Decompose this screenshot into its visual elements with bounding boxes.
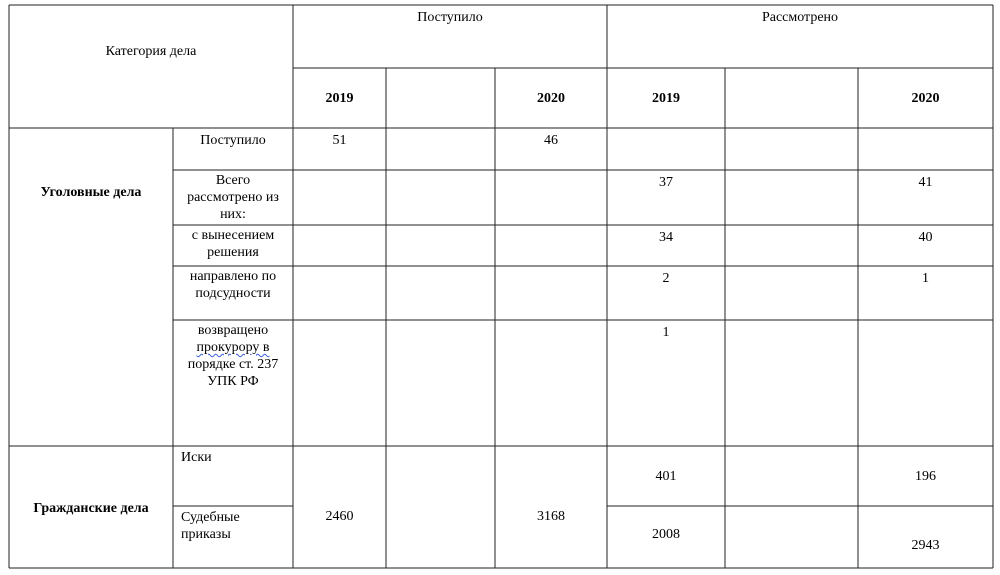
- criminal-row-label: [173, 320, 293, 446]
- label-line: решения: [207, 245, 259, 260]
- label-line: прокурору в: [196, 340, 270, 355]
- cell-value: 2943: [911, 538, 940, 553]
- reviewed-2020-header: [858, 68, 993, 128]
- table-cell: [607, 170, 725, 225]
- cell-value: 3168: [537, 508, 565, 524]
- label-line: возвращено: [197, 323, 269, 338]
- table-cell: [858, 446, 993, 506]
- table-cell: [607, 446, 725, 506]
- label-line: направлено по: [189, 269, 277, 284]
- category-header: [9, 5, 293, 128]
- received-2019-header: [293, 68, 386, 128]
- table-cell: [607, 320, 725, 446]
- label-line: порядке ст. 237: [187, 357, 279, 372]
- label-line: приказы: [181, 527, 231, 542]
- received-header: [293, 5, 607, 68]
- cell-value: 196: [915, 468, 936, 484]
- year-label: 2020: [911, 90, 940, 106]
- cell-value: 41: [918, 175, 933, 190]
- cell-value: 2460: [325, 508, 354, 524]
- reviewed-header: [607, 5, 993, 68]
- label-line: УПК РФ: [207, 374, 259, 389]
- civil-row-label: [173, 446, 293, 506]
- label-line: подсудности: [195, 286, 271, 301]
- cell-value: 1: [922, 271, 929, 286]
- criminal-row-label: [173, 266, 293, 320]
- criminal-cases-title: [9, 184, 173, 204]
- table-cell: [858, 170, 993, 225]
- table-cell: [607, 225, 725, 266]
- civil-row-label: [173, 506, 293, 568]
- row-label-text: Иски: [181, 450, 212, 465]
- table-cell: [293, 446, 386, 568]
- criminal-row-label: [173, 170, 293, 225]
- civil-cases-title: [9, 500, 173, 520]
- table-cell: [293, 128, 386, 170]
- label-line: с вынесением: [191, 228, 275, 243]
- row-label-text: Поступило: [200, 133, 266, 148]
- civil-cases-title-text: Гражданские дела: [33, 501, 149, 516]
- row-label-text: [188, 322, 279, 390]
- category-header-text: Категория дела: [105, 44, 197, 59]
- table-cell: [495, 446, 607, 568]
- cell-value: 40: [918, 230, 933, 245]
- cell-value: 34: [659, 230, 673, 245]
- label-line: Судебные: [181, 510, 240, 525]
- year-label: 2019: [652, 90, 680, 106]
- row-label-text: [190, 268, 276, 302]
- year-label: 2019: [325, 90, 354, 106]
- received-2020-header: [495, 68, 607, 128]
- reviewed-2019-header: [607, 68, 725, 128]
- received-header-text: Поступило: [417, 10, 483, 25]
- year-label: 2020: [537, 90, 565, 106]
- table-cell: [858, 225, 993, 266]
- criminal-row-label: [173, 225, 293, 266]
- reviewed-header-text: Рассмотрено: [761, 10, 839, 25]
- row-label-text: [187, 172, 279, 223]
- label-line: них:: [220, 207, 246, 222]
- table-cell: [607, 266, 725, 320]
- cell-value: 1: [662, 325, 670, 340]
- label-line: Всего: [215, 173, 251, 188]
- criminal-cases-title-text: Уголовные дела: [40, 185, 142, 200]
- table-cell: [607, 506, 725, 568]
- cell-value: 2008: [652, 526, 680, 542]
- label-line: рассмотрено из: [187, 190, 279, 205]
- criminal-row-label: [173, 128, 293, 170]
- cell-value: 401: [655, 468, 677, 484]
- table-cell: [495, 128, 607, 170]
- cell-value: 46: [544, 133, 558, 148]
- cell-value: 51: [332, 133, 347, 148]
- row-label-text: [181, 509, 240, 543]
- table-cell: [858, 266, 993, 320]
- table-cell: [858, 506, 993, 568]
- row-label-text: [192, 227, 274, 261]
- cell-value: 2: [662, 271, 670, 286]
- cell-value: 37: [659, 175, 673, 190]
